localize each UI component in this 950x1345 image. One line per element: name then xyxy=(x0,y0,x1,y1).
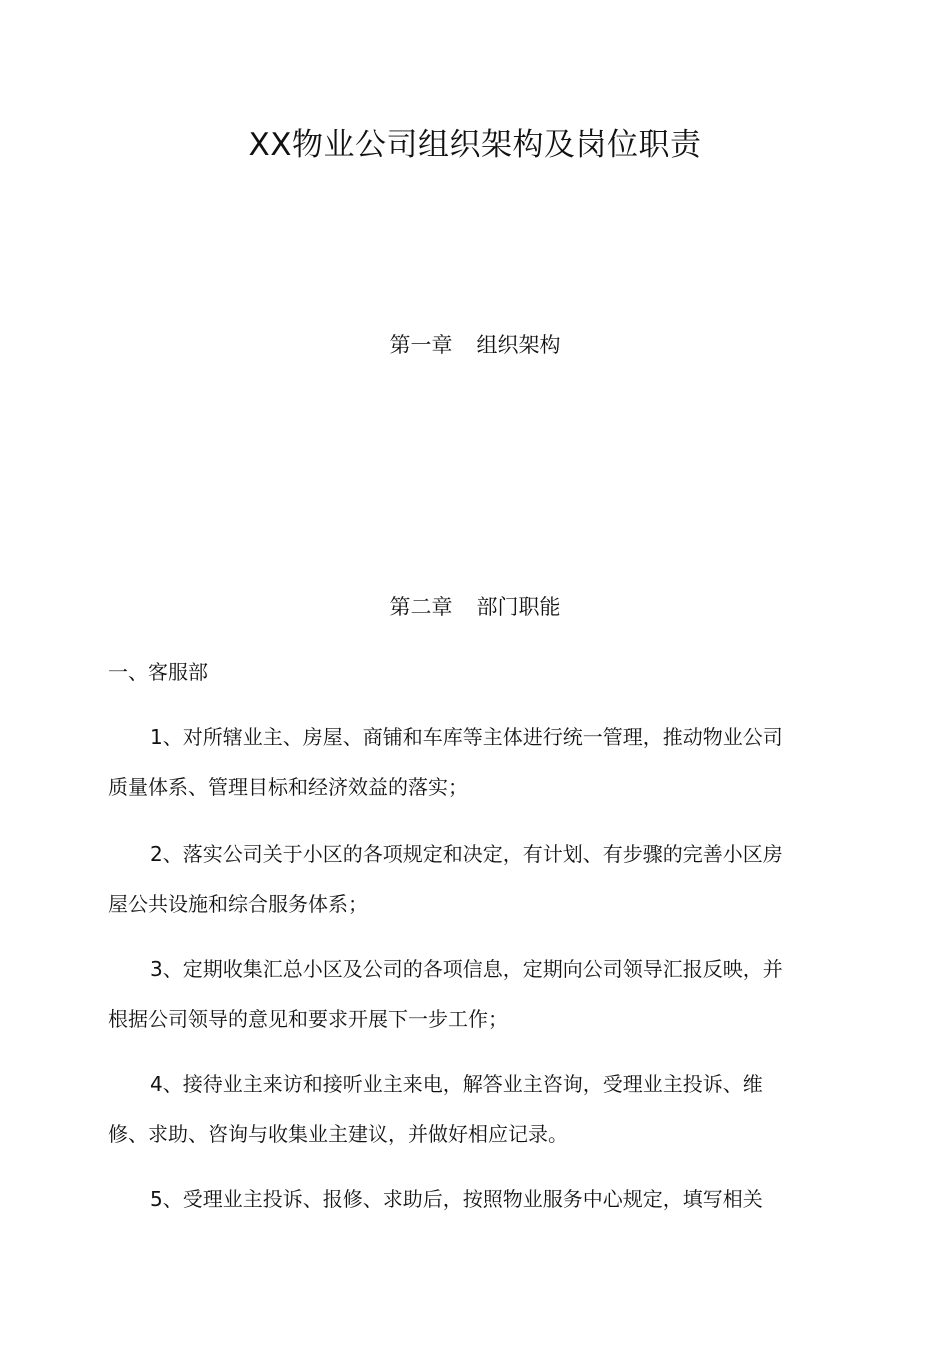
chapter-number: 第二章 xyxy=(389,595,453,619)
chapter-name: 组织架构 xyxy=(476,333,561,357)
duty-item-4: 4、接待业主来访和接听业主来电，解答业主咨询，受理业主投诉、维修、求助、咨询与收集业主建议，并做好相应记录。 xyxy=(108,1072,763,1146)
duty-item-2: 2、落实公司关于小区的各项规定和决定，有计划、有步骤的完善小区房屋公共设施和综合服务体系； xyxy=(108,842,783,916)
chapter-heading-2 xyxy=(0,592,950,622)
duty-item-3: 3、定期收集汇总小区及公司的各项信息，定期向公司领导汇报反映，并根据公司领导的意见和要求开展下一步工作； xyxy=(108,957,783,1031)
chapter-heading-1 xyxy=(0,330,950,360)
chapter-name: 部门职能 xyxy=(476,595,561,619)
section-heading: 一、客服部 xyxy=(108,660,208,684)
duty-item-5: 5、受理业主投诉、报修、求助后，按照物业服务中心规定，填写相关 xyxy=(150,1187,763,1211)
chapter-number: 第一章 xyxy=(389,333,453,357)
duty-item-1: 1、对所辖业主、房屋、商铺和车库等主体进行统一管理，推动物业公司质量体系、管理目标和经济效益的落实； xyxy=(108,725,783,799)
document-title: XX物业公司组织架构及岗位职责 xyxy=(248,127,702,163)
